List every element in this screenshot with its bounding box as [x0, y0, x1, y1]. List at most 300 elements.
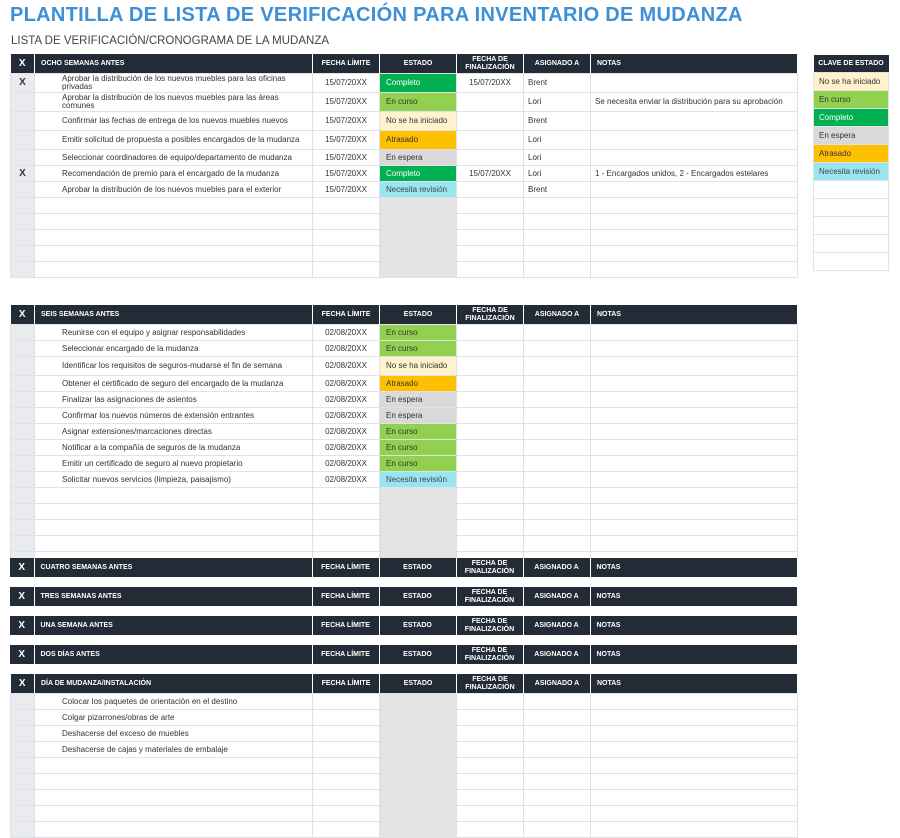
empty-cell	[35, 488, 313, 504]
row-checkbox[interactable]	[11, 520, 35, 536]
fecha-header-line1: FECHA DE	[472, 55, 508, 63]
empty-cell	[591, 822, 798, 838]
row-checkbox[interactable]	[11, 131, 35, 150]
status-cell[interactable]: En curso	[380, 93, 457, 112]
empty-cell	[35, 230, 313, 246]
assigned-cell: Lori	[524, 131, 591, 150]
empty-cell	[457, 488, 524, 504]
task-cell: Identificar los requisitos de seguros-mudarse el fin de semana	[35, 357, 313, 376]
status-key-item: Necesita revisión	[814, 163, 889, 181]
assigned-cell	[524, 710, 591, 726]
x-header: X	[11, 674, 35, 694]
estado-header: ESTADO	[379, 587, 456, 606]
status-key-item: Atrasado	[814, 145, 889, 163]
empty-row	[11, 790, 798, 806]
empty-cell	[814, 181, 889, 199]
row-checkbox[interactable]	[11, 456, 35, 472]
table-row	[11, 742, 798, 758]
completion-date-cell: 15/07/20XX	[457, 74, 524, 93]
status-cell[interactable]: Atrasado	[380, 131, 457, 150]
status-cell[interactable]: En espera	[380, 150, 457, 166]
row-checkbox[interactable]	[11, 246, 35, 262]
task-cell: Reunirse con el equipo y asignar responsabilidades	[35, 325, 313, 341]
row-checkbox[interactable]	[11, 150, 35, 166]
row-checkbox[interactable]: X	[11, 74, 35, 93]
fecha-limite-header: FECHA LÍMITE	[313, 54, 380, 74]
table-row	[11, 357, 798, 376]
table-row	[11, 93, 798, 112]
empty-cell	[524, 214, 591, 230]
row-checkbox[interactable]	[11, 758, 35, 774]
status-key	[813, 55, 889, 271]
empty-cell	[457, 246, 524, 262]
row-checkbox[interactable]	[11, 214, 35, 230]
empty-cell	[457, 536, 524, 552]
asignado-header: ASIGNADO A	[523, 558, 590, 577]
asignado-header: ASIGNADO A	[524, 305, 591, 325]
key-row	[814, 163, 889, 181]
empty-cell	[380, 198, 457, 214]
empty-cell	[814, 217, 889, 235]
dia-table	[10, 674, 798, 838]
row-checkbox[interactable]: X	[11, 166, 35, 182]
section-title: DOS DÍAS ANTES	[34, 645, 312, 664]
table-row	[11, 376, 798, 392]
assigned-cell: Lori	[524, 150, 591, 166]
empty-cell	[814, 253, 889, 271]
status-cell[interactable]	[380, 710, 457, 726]
status-key-item: No se ha iniciado	[814, 73, 889, 91]
row-checkbox[interactable]	[11, 93, 35, 112]
status-cell[interactable]: En espera	[380, 408, 457, 424]
row-checkbox[interactable]	[11, 198, 35, 214]
section-tres	[10, 587, 797, 606]
empty-row	[11, 822, 798, 838]
completion-date-cell: 15/07/20XX	[457, 166, 524, 182]
una-table	[10, 616, 798, 635]
empty-cell	[313, 504, 380, 520]
status-cell[interactable]: No se ha iniciado	[380, 112, 457, 131]
row-checkbox[interactable]	[11, 536, 35, 552]
row-checkbox[interactable]	[11, 112, 35, 131]
key-row	[814, 127, 889, 145]
section-title: CUATRO SEMANAS ANTES	[34, 558, 312, 577]
fecha-limite-header: FECHA LÍMITE	[312, 645, 379, 664]
x-header: X	[10, 587, 34, 606]
table-row	[11, 424, 798, 440]
notes-cell	[591, 357, 798, 376]
assigned-cell	[524, 325, 591, 341]
assigned-cell: Lori	[524, 166, 591, 182]
empty-cell	[380, 262, 457, 278]
empty-cell	[591, 758, 798, 774]
status-cell[interactable]	[380, 694, 457, 710]
notas-header: NOTAS	[591, 54, 798, 74]
empty-cell	[380, 246, 457, 262]
row-checkbox[interactable]	[11, 230, 35, 246]
empty-row	[11, 520, 798, 536]
status-cell[interactable]: Necesita revisión	[380, 472, 457, 488]
fecha-limite-header: FECHA LÍMITE	[312, 587, 379, 606]
due-date-cell: 02/08/20XX	[313, 392, 380, 408]
completion-date-cell	[457, 408, 524, 424]
completion-date-cell	[457, 112, 524, 131]
empty-cell	[524, 520, 591, 536]
key-empty-row	[814, 181, 889, 199]
row-checkbox[interactable]	[11, 341, 35, 357]
fecha-finalizacion-header	[457, 674, 524, 694]
status-key-table	[813, 55, 889, 271]
empty-cell	[313, 214, 380, 230]
completion-date-cell	[457, 357, 524, 376]
empty-row	[11, 758, 798, 774]
row-checkbox[interactable]	[11, 710, 35, 726]
due-date-cell: 15/07/20XX	[313, 182, 380, 198]
task-cell: Confirmar las fechas de entrega de los nuevos muebles nuevos	[35, 112, 313, 131]
row-checkbox[interactable]	[11, 357, 35, 376]
task-cell: Asignar extensiones/marcaciones directas	[35, 424, 313, 440]
empty-row	[11, 246, 798, 262]
status-cell[interactable]: En curso	[380, 341, 457, 357]
key-empty-row	[814, 199, 889, 217]
task-cell: Recomendación de premio para el encargado de la mudanza	[35, 166, 313, 182]
row-checkbox[interactable]	[11, 325, 35, 341]
status-cell[interactable]: No se ha iniciado	[380, 357, 457, 376]
row-checkbox[interactable]	[11, 806, 35, 822]
x-header: X	[10, 558, 34, 577]
asignado-header: ASIGNADO A	[524, 674, 591, 694]
due-date-cell: 02/08/20XX	[313, 440, 380, 456]
empty-cell	[591, 246, 798, 262]
notas-header: NOTAS	[590, 645, 797, 664]
empty-cell	[35, 758, 313, 774]
row-checkbox[interactable]	[11, 440, 35, 456]
empty-cell	[313, 536, 380, 552]
header-row	[10, 558, 797, 577]
tres-table	[10, 587, 798, 606]
status-cell[interactable]: Necesita revisión	[380, 182, 457, 198]
empty-cell	[35, 806, 313, 822]
empty-row	[11, 262, 798, 278]
due-date-cell	[313, 742, 380, 758]
notes-cell	[591, 710, 798, 726]
due-date-cell: 15/07/20XX	[313, 150, 380, 166]
empty-cell	[524, 806, 591, 822]
fecha-header-line1: FECHA DE	[471, 617, 508, 625]
row-checkbox[interactable]	[11, 774, 35, 790]
notas-header: NOTAS	[590, 558, 797, 577]
empty-cell	[313, 806, 380, 822]
table-row	[11, 150, 798, 166]
status-key-item: Completo	[814, 109, 889, 127]
empty-cell	[814, 199, 889, 217]
estado-header: ESTADO	[379, 616, 456, 635]
status-cell[interactable]: Completo	[380, 166, 457, 182]
section-title: OCHO SEMANAS ANTES	[35, 54, 313, 74]
key-empty-row	[814, 253, 889, 271]
row-checkbox[interactable]	[11, 504, 35, 520]
assigned-cell: Lori	[524, 93, 591, 112]
empty-cell	[457, 198, 524, 214]
due-date-cell: 02/08/20XX	[313, 456, 380, 472]
empty-cell	[380, 790, 457, 806]
notes-cell	[591, 694, 798, 710]
section-ocho	[10, 54, 797, 278]
status-cell[interactable]: En curso	[380, 424, 457, 440]
assigned-cell	[524, 694, 591, 710]
status-cell[interactable]: En curso	[380, 456, 457, 472]
empty-cell	[591, 230, 798, 246]
empty-cell	[380, 488, 457, 504]
fecha-header-line2: FINALIZACIÓN	[465, 683, 515, 691]
completion-date-cell	[457, 456, 524, 472]
table-row	[11, 112, 798, 131]
empty-row	[11, 536, 798, 552]
due-date-cell: 02/08/20XX	[313, 357, 380, 376]
notes-cell	[591, 74, 798, 93]
task-cell: Confirmar los nuevos números de extensión entrantes	[35, 408, 313, 424]
cuatro-table	[10, 558, 798, 577]
fecha-limite-header: FECHA LÍMITE	[312, 616, 379, 635]
x-header: X	[10, 616, 34, 635]
row-checkbox[interactable]	[11, 424, 35, 440]
row-checkbox[interactable]	[11, 408, 35, 424]
due-date-cell: 02/08/20XX	[313, 341, 380, 357]
task-cell: Solicitar nuevos servicios (limpieza, paisajismo)	[35, 472, 313, 488]
due-date-cell: 15/07/20XX	[313, 112, 380, 131]
due-date-cell: 02/08/20XX	[313, 376, 380, 392]
empty-cell	[591, 536, 798, 552]
row-checkbox[interactable]	[11, 262, 35, 278]
row-checkbox[interactable]	[11, 726, 35, 742]
empty-cell	[524, 536, 591, 552]
notes-cell	[591, 456, 798, 472]
due-date-cell	[313, 694, 380, 710]
completion-date-cell	[457, 472, 524, 488]
task-cell: Colgar pizarrones/obras de arte	[35, 710, 313, 726]
empty-row	[11, 198, 798, 214]
assigned-cell	[524, 357, 591, 376]
notas-header: NOTAS	[590, 616, 797, 635]
header-row	[11, 674, 798, 694]
estado-header: ESTADO	[380, 674, 457, 694]
row-checkbox[interactable]	[11, 182, 35, 198]
table-row	[11, 166, 798, 182]
task-cell: Colocar los paquetes de orientación en el destino	[35, 694, 313, 710]
row-checkbox[interactable]	[11, 822, 35, 838]
empty-cell	[380, 758, 457, 774]
empty-cell	[457, 806, 524, 822]
section-una	[10, 616, 797, 635]
estado-header: ESTADO	[380, 54, 457, 74]
status-key-item: En espera	[814, 127, 889, 145]
asignado-header: ASIGNADO A	[524, 54, 591, 74]
due-date-cell	[313, 710, 380, 726]
assigned-cell	[524, 456, 591, 472]
empty-cell	[35, 790, 313, 806]
empty-cell	[380, 774, 457, 790]
notes-cell	[591, 325, 798, 341]
completion-date-cell	[457, 440, 524, 456]
empty-cell	[814, 235, 889, 253]
empty-cell	[35, 198, 313, 214]
task-cell: Emitir solicitud de propuesta a posibles encargados de la mudanza	[35, 131, 313, 150]
fecha-limite-header: FECHA LÍMITE	[312, 558, 379, 577]
table-row	[11, 456, 798, 472]
task-cell: Deshacerse del exceso de muebles	[35, 726, 313, 742]
fecha-header-line2: FINALIZACIÓN	[464, 596, 515, 604]
section-title: DÍA DE MUDANZA/INSTALACIÓN	[35, 674, 313, 694]
status-cell[interactable]: En curso	[380, 440, 457, 456]
completion-date-cell	[457, 182, 524, 198]
empty-cell	[313, 774, 380, 790]
table-row	[11, 408, 798, 424]
empty-row	[11, 214, 798, 230]
key-empty-row	[814, 217, 889, 235]
task-cell: Emitir un certificado de seguro al nuevo propietario	[35, 456, 313, 472]
assigned-cell	[524, 472, 591, 488]
row-checkbox[interactable]	[11, 790, 35, 806]
task-cell: Deshacerse de cajas y materiales de embalaje	[35, 742, 313, 758]
task-cell: Notificar a la compañía de seguros de la mudanza	[35, 440, 313, 456]
empty-cell	[457, 774, 524, 790]
fecha-header-line1: FECHA DE	[471, 646, 508, 654]
empty-cell	[35, 504, 313, 520]
key-empty-row	[814, 235, 889, 253]
due-date-cell: 15/07/20XX	[313, 131, 380, 150]
completion-date-cell	[457, 325, 524, 341]
table-row	[11, 726, 798, 742]
empty-cell	[313, 790, 380, 806]
status-cell[interactable]	[380, 742, 457, 758]
completion-date-cell	[457, 392, 524, 408]
status-cell[interactable]	[380, 726, 457, 742]
assigned-cell: Brent	[524, 74, 591, 93]
task-cell: Seleccionar encargado de la mudanza	[35, 341, 313, 357]
key-row	[814, 109, 889, 127]
empty-row	[11, 774, 798, 790]
fecha-limite-header: FECHA LÍMITE	[313, 674, 380, 694]
empty-cell	[457, 504, 524, 520]
empty-cell	[313, 262, 380, 278]
table-row	[11, 131, 798, 150]
assigned-cell	[524, 408, 591, 424]
x-header: X	[11, 54, 35, 74]
table-row	[11, 341, 798, 357]
row-checkbox[interactable]	[11, 742, 35, 758]
empty-cell	[35, 262, 313, 278]
empty-cell	[380, 822, 457, 838]
assigned-cell	[524, 742, 591, 758]
task-cell: Finalizar las asignaciones de asientos	[35, 392, 313, 408]
row-checkbox[interactable]	[11, 472, 35, 488]
fecha-limite-header: FECHA LÍMITE	[313, 305, 380, 325]
empty-cell	[457, 520, 524, 536]
key-row	[814, 73, 889, 91]
empty-cell	[35, 520, 313, 536]
table-row	[11, 74, 798, 93]
table-row	[11, 440, 798, 456]
section-title: TRES SEMANAS ANTES	[34, 587, 312, 606]
empty-cell	[313, 488, 380, 504]
notes-cell	[591, 408, 798, 424]
empty-cell	[380, 214, 457, 230]
assigned-cell	[524, 376, 591, 392]
status-cell[interactable]: Completo	[380, 74, 457, 93]
key-header-row	[814, 55, 889, 73]
notes-cell	[591, 742, 798, 758]
empty-cell	[380, 806, 457, 822]
estado-header: ESTADO	[379, 645, 456, 664]
table-row	[11, 710, 798, 726]
estado-header: ESTADO	[380, 305, 457, 325]
fecha-header-line2: FINALIZACIÓN	[464, 567, 515, 575]
empty-cell	[457, 758, 524, 774]
status-cell[interactable]: En espera	[380, 392, 457, 408]
completion-date-cell	[457, 131, 524, 150]
estado-header: ESTADO	[379, 558, 456, 577]
fecha-header-line2: FINALIZACIÓN	[464, 654, 515, 662]
empty-cell	[591, 198, 798, 214]
status-cell[interactable]: En curso	[380, 325, 457, 341]
due-date-cell	[313, 726, 380, 742]
fecha-header-line1: FECHA DE	[471, 588, 508, 596]
row-checkbox[interactable]	[11, 488, 35, 504]
empty-row	[11, 504, 798, 520]
header-row	[11, 54, 798, 74]
row-checkbox[interactable]	[11, 392, 35, 408]
row-checkbox[interactable]	[11, 694, 35, 710]
row-checkbox[interactable]	[11, 376, 35, 392]
empty-cell	[591, 790, 798, 806]
empty-cell	[524, 488, 591, 504]
assigned-cell	[524, 341, 591, 357]
notes-cell: 1 - Encargados unidos, 2 - Encargados estelares	[591, 166, 798, 182]
key-row	[814, 91, 889, 109]
completion-date-cell	[457, 341, 524, 357]
empty-cell	[380, 520, 457, 536]
due-date-cell: 15/07/20XX	[313, 93, 380, 112]
completion-date-cell	[457, 150, 524, 166]
empty-row	[11, 488, 798, 504]
empty-cell	[524, 198, 591, 214]
section-seis	[10, 305, 797, 568]
due-date-cell: 02/08/20XX	[313, 408, 380, 424]
empty-cell	[313, 520, 380, 536]
completion-date-cell	[457, 726, 524, 742]
status-key-item: En curso	[814, 91, 889, 109]
completion-date-cell	[457, 93, 524, 112]
empty-row	[11, 230, 798, 246]
task-cell: Seleccionar coordinadores de equipo/departamento de mudanza	[35, 150, 313, 166]
completion-date-cell	[457, 424, 524, 440]
page-title: PLANTILLA DE LISTA DE VERIFICACIÓN PARA INVENTARIO DE MUDANZA	[10, 4, 743, 26]
empty-cell	[591, 504, 798, 520]
fecha-header-line2: FINALIZACIÓN	[464, 625, 515, 633]
status-cell[interactable]: Atrasado	[380, 376, 457, 392]
empty-cell	[313, 230, 380, 246]
empty-cell	[35, 822, 313, 838]
notas-header: NOTAS	[590, 587, 797, 606]
empty-cell	[591, 488, 798, 504]
status-key-title: CLAVE DE ESTADO	[814, 55, 889, 73]
task-cell: Aprobar la distribución de los nuevos muebles para el exterior	[35, 182, 313, 198]
notas-header: NOTAS	[591, 305, 798, 325]
notes-cell	[591, 182, 798, 198]
empty-cell	[524, 758, 591, 774]
empty-cell	[591, 262, 798, 278]
section-dos	[10, 645, 797, 664]
